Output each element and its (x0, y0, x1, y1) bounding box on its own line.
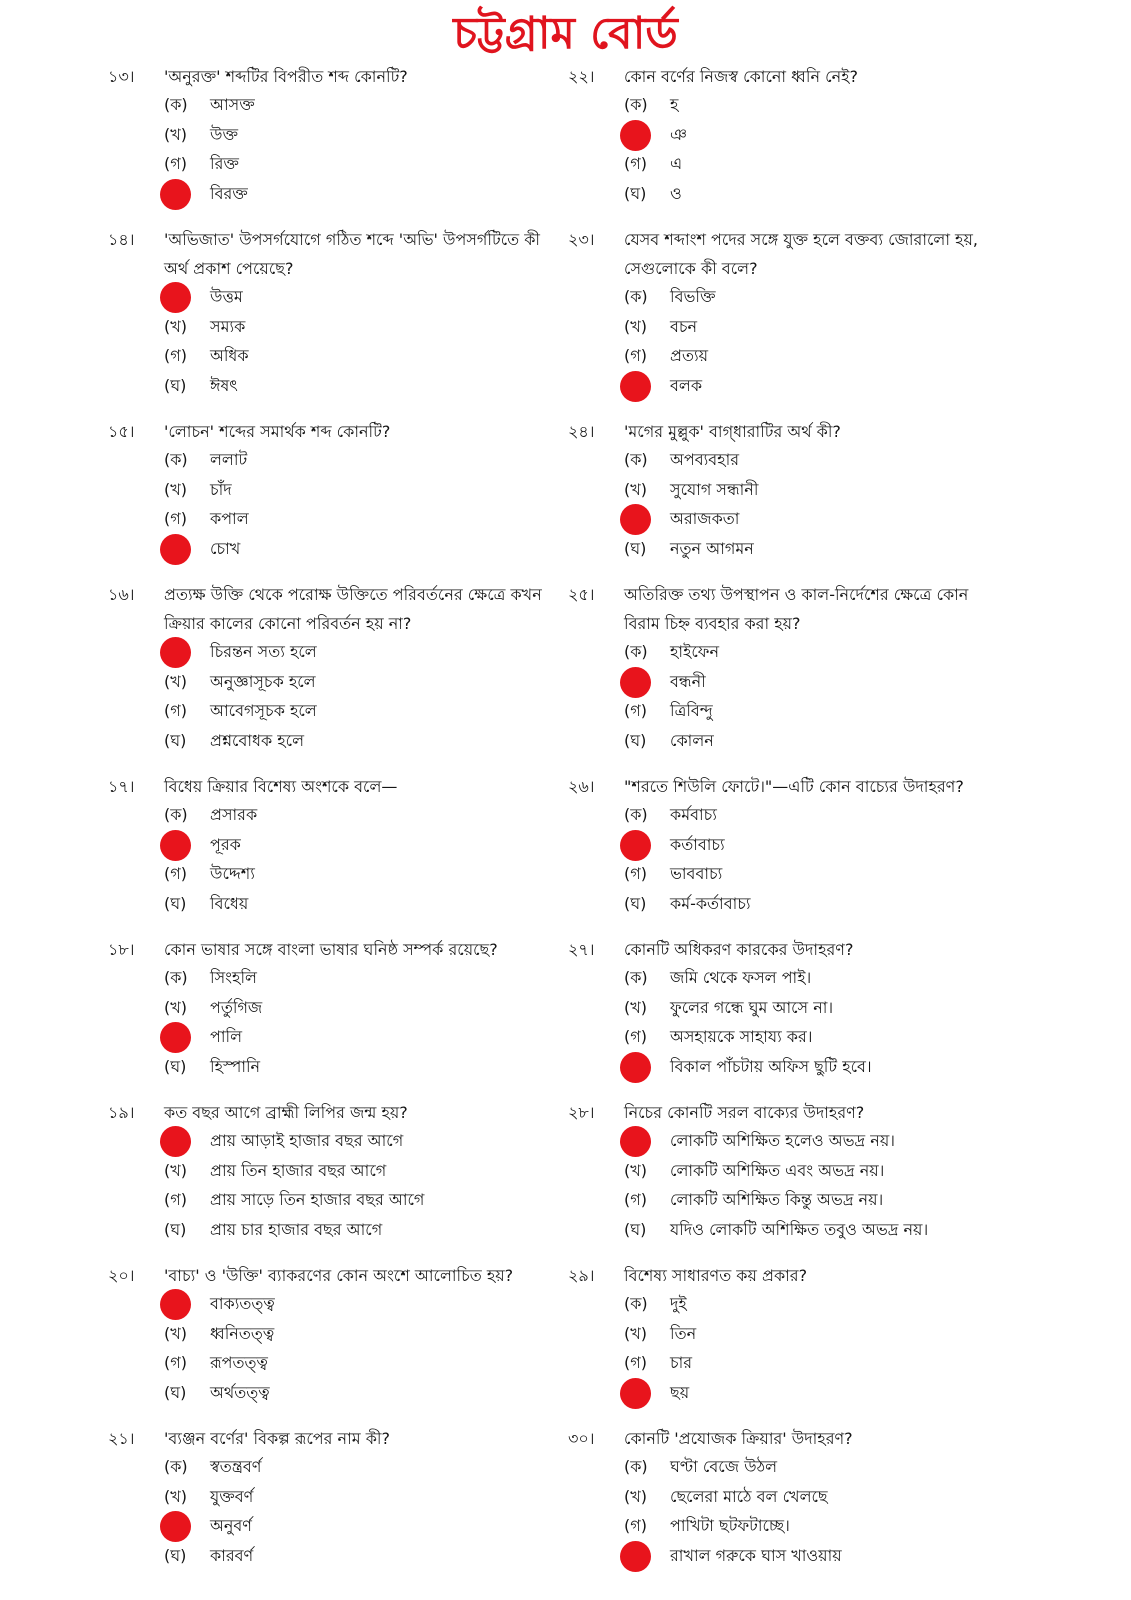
option-text: ঞ (670, 124, 687, 144)
option-label: (ঘ) (164, 1219, 187, 1239)
option-text: যুক্তবর্ণ (210, 1486, 254, 1506)
option-text: লোকটি অশিক্ষিত কিন্তু অভদ্র নয়। (670, 1190, 884, 1210)
option-correct (624, 831, 1008, 861)
option-label: (ঘ) (624, 1219, 647, 1239)
question-number: ১৪। (108, 230, 135, 249)
question-text: 'ব্যঞ্জন বর্ণের' বিকল্প রূপের নাম কী? (164, 1429, 390, 1448)
question-number: ১৯। (108, 1103, 135, 1122)
option-correct (164, 1127, 548, 1157)
question (568, 225, 1008, 401)
option (624, 964, 1008, 994)
option-text: পাখিটা ছটফটাচ্ছে। (670, 1516, 790, 1536)
question-number: ২৬। (568, 777, 595, 796)
option (624, 1186, 1008, 1216)
option-text: চিরন্তন সত্য হলে (210, 642, 317, 662)
option-label: (খ) (624, 1160, 647, 1180)
option-correct (164, 1023, 548, 1053)
option-label: (খ) (624, 479, 647, 499)
option-text: ঈষৎ (210, 375, 238, 395)
question (108, 62, 548, 209)
option-text: ভাববাচ্য (670, 864, 723, 884)
option-label: (গ) (164, 154, 187, 174)
question-text: "শরতে শিউলি ফোটে।"—এটি কোন বাচ্যের উদাহরণ? (624, 777, 964, 796)
answer-marker-dot (160, 830, 191, 861)
option (624, 342, 1008, 372)
option-text: জমি থেকে ফসল পাই। (670, 968, 812, 988)
option (624, 283, 1008, 313)
option (624, 1157, 1008, 1187)
option (164, 476, 548, 506)
option (624, 1320, 1008, 1350)
question (108, 1424, 548, 1571)
question-text: 'অভিজাত' উপসর্গযোগে গঠিত শব্দে 'অভি' উপসর্গটিতে কী অর্থ প্রকাশ পেয়েছে? (164, 230, 540, 278)
option-text: কোলন (670, 730, 714, 750)
question (568, 580, 1008, 756)
option-label: (ক) (164, 1457, 188, 1477)
option-correct (164, 180, 548, 210)
option-text: অর্থতত্ত্ব (210, 1382, 270, 1402)
page-title: চট্টগ্রাম বোর্ড (453, 8, 678, 59)
option-label: (ঘ) (624, 183, 647, 203)
question (568, 1261, 1008, 1408)
question-number: ৩০। (568, 1429, 595, 1448)
question-number: ২৩। (568, 230, 595, 249)
option (164, 964, 548, 994)
option (164, 1349, 548, 1379)
option-correct (624, 505, 1008, 535)
option (164, 890, 548, 920)
answer-marker-dot (160, 282, 191, 313)
option (164, 697, 548, 727)
option-label: (খ) (164, 1486, 187, 1506)
option-label: (ক) (624, 968, 648, 988)
option-label: (ক) (624, 642, 648, 662)
question (108, 772, 548, 919)
option (164, 801, 548, 831)
option-label: (খ) (624, 997, 647, 1017)
option-text: লোকটি অশিক্ষিত এবং অভদ্র নয়। (670, 1160, 885, 1180)
option-text: প্রায় আড়াই হাজার বছর আগে (210, 1131, 404, 1151)
option (624, 1349, 1008, 1379)
option (624, 446, 1008, 476)
question (568, 62, 1008, 209)
left-column (108, 62, 548, 1571)
answer-marker-dot (620, 1126, 651, 1157)
option-text: ফুলের গন্ধে ঘুম আসে না। (670, 997, 834, 1017)
answer-marker-dot (620, 1052, 651, 1083)
option-text: হিস্পানি (210, 1056, 261, 1076)
option-text: আসক্ত (210, 95, 255, 115)
option (164, 1453, 548, 1483)
option-correct (164, 638, 548, 668)
question-text: অতিরিক্ত তথ্য উপস্থাপন ও কাল-নির্দেশের ক্ষেত্রে কোন বিরাম চিহ্ন ব্যবহার করা হয়? (624, 585, 969, 633)
question-text: 'অনুরক্ত' শব্দটির বিপরীত শব্দ কোনটি? (164, 67, 408, 86)
option-label: (গ) (164, 864, 187, 884)
option (624, 697, 1008, 727)
option (624, 1483, 1008, 1513)
option-label: (গ) (164, 1190, 187, 1210)
option (624, 180, 1008, 210)
question-text: যেসব শব্দাংশ পদের সঙ্গে যুক্ত হলে বক্তব্য জোরালো হয়, সেগুলোকে কী বলে? (624, 230, 978, 278)
option-text: প্রত্যয় (670, 346, 709, 366)
option-label: (খ) (164, 124, 187, 144)
option-text: লোকটি অশিক্ষিত হলেও অভদ্র নয়। (670, 1131, 895, 1151)
answer-marker-dot (160, 534, 191, 565)
option-text: ছেলেরা মাঠে বল খেলছে (670, 1486, 828, 1506)
option (164, 1379, 548, 1409)
option (624, 860, 1008, 890)
option-text: ত্রিবিন্দু (670, 701, 713, 721)
option (164, 342, 548, 372)
option-text: অরাজকতা (670, 509, 740, 529)
question-number: ১৭। (108, 777, 135, 796)
question-number: ২৯। (568, 1266, 595, 1285)
option (164, 91, 548, 121)
option (624, 994, 1008, 1024)
option (164, 1483, 548, 1513)
option-label: (ঘ) (164, 730, 187, 750)
option (624, 535, 1008, 565)
question-number: ২৪। (568, 422, 595, 441)
question-text: কোনটি অধিকরণ কারকের উদাহরণ? (624, 940, 854, 959)
option-text: ললাট (210, 450, 248, 470)
option-label: (খ) (624, 1323, 647, 1343)
option-text: বিকাল পাঁচটায় অফিস ছুটি হবে। (670, 1056, 872, 1076)
question (568, 935, 1008, 1082)
option-text: বাক্যতত্ত্ব (210, 1294, 275, 1314)
option (164, 668, 548, 698)
option (164, 372, 548, 402)
option-text: রাখাল গরুকে ঘাস খাওয়ায় (670, 1545, 842, 1565)
answer-marker-dot (160, 1126, 191, 1157)
option-text: সিংহলি (210, 968, 257, 988)
option-text: বিভক্তি (670, 287, 716, 307)
option (624, 1023, 1008, 1053)
option-label: (ক) (164, 95, 188, 115)
option-correct (624, 668, 1008, 698)
option-text: ও (670, 183, 682, 203)
option-correct (624, 1379, 1008, 1409)
option-label: (গ) (624, 1190, 647, 1210)
option-label: (ক) (624, 805, 648, 825)
option-correct (164, 1290, 548, 1320)
question-number: ২৫। (568, 585, 595, 604)
question-number: ২৭। (568, 940, 595, 959)
option-label: (ক) (624, 1457, 648, 1477)
option-text: রিক্ত (210, 154, 239, 174)
option-correct (624, 1542, 1008, 1572)
option-label: (খ) (164, 1323, 187, 1343)
answer-marker-dot (160, 179, 191, 210)
option-text: কারবর্ণ (210, 1545, 254, 1565)
option-text: হ (670, 95, 679, 115)
option-text: প্রায় তিন হাজার বছর আগে (210, 1160, 387, 1180)
option-text: এ (670, 154, 683, 174)
option (624, 801, 1008, 831)
option (624, 313, 1008, 343)
option-text: বচন (670, 316, 698, 336)
option-label: (খ) (164, 671, 187, 691)
option-text: তিন (670, 1323, 697, 1343)
question-number: ১৫। (108, 422, 135, 441)
option-text: প্রায় চার হাজার বছর আগে (210, 1219, 383, 1239)
option (164, 150, 548, 180)
option-text: কর্তাবাচ্য (670, 834, 725, 854)
option-correct (624, 1127, 1008, 1157)
option-label: (গ) (624, 1027, 647, 1047)
option-correct (164, 283, 548, 313)
option-label: (ঘ) (164, 1056, 187, 1076)
option-label: (গ) (164, 346, 187, 366)
option (164, 1216, 548, 1246)
question (108, 417, 548, 564)
question (108, 1261, 548, 1408)
option-label: (ঘ) (624, 730, 647, 750)
question (568, 1098, 1008, 1245)
option-label: (ঘ) (624, 893, 647, 913)
question-text: প্রত্যক্ষ উক্তি থেকে পরোক্ষ উক্তিতে পরিবর্তনের ক্ষেত্রে কখন ক্রিয়ার কালের কোনো পরিবর্তন হয় না? (164, 585, 542, 633)
option-text: উক্ত (210, 124, 239, 144)
option-label: (ঘ) (164, 1545, 187, 1565)
option-label: (খ) (624, 1486, 647, 1506)
option-text: দুই (670, 1294, 687, 1314)
option-label: (গ) (164, 701, 187, 721)
question-number: ১৩। (108, 67, 135, 86)
answer-marker-dot (620, 120, 651, 151)
option-label: (ক) (624, 287, 648, 307)
answer-marker-dot (160, 637, 191, 668)
question (568, 417, 1008, 564)
question-text: বিধেয় ক্রিয়ার বিশেষ্য অংশকে বলে— (164, 777, 398, 796)
option-text: নতুন আগমন (670, 538, 754, 558)
option-text: ছয় (670, 1382, 690, 1402)
option-label: (গ) (164, 509, 187, 529)
option-text: স্বতন্ত্রবর্ণ (210, 1457, 262, 1477)
option-label: (ঘ) (624, 538, 647, 558)
option-correct (624, 1053, 1008, 1083)
option-text: অনুবর্ণ (210, 1516, 252, 1536)
option-text: বিধেয় (210, 893, 249, 913)
answer-marker-dot (620, 371, 651, 402)
option-label: (ক) (624, 95, 648, 115)
option (164, 313, 548, 343)
option-text: চার (670, 1353, 693, 1373)
option (164, 1157, 548, 1187)
option (624, 1453, 1008, 1483)
option-label: (গ) (624, 864, 647, 884)
option-correct (624, 121, 1008, 151)
question-number: ২১। (108, 1429, 135, 1448)
option-label: (খ) (164, 316, 187, 336)
option-text: চোখ (210, 538, 241, 558)
option-text: প্রায় সাড়ে তিন হাজার বছর আগে (210, 1190, 425, 1210)
option-label: (ঘ) (164, 893, 187, 913)
option-text: বিরক্ত (210, 183, 248, 203)
option-text: সম্যক (210, 316, 246, 336)
option-text: অপব্যবহার (670, 450, 740, 470)
option-text: ঘণ্টা বেজে উঠল (670, 1457, 778, 1477)
option-correct (164, 831, 548, 861)
option-correct (164, 1512, 548, 1542)
question-text: নিচের কোনটি সরল বাক্যের উদাহরণ? (624, 1103, 865, 1122)
question-text: 'লোচন' শব্দের সমার্থক শব্দ কোনটি? (164, 422, 391, 441)
answer-marker-dot (620, 504, 651, 535)
option (164, 860, 548, 890)
option-text: যদিও লোকটি অশিক্ষিত তবুও অভদ্র নয়। (670, 1219, 929, 1239)
question-text: 'মগের মুল্লুক' বাগ্‌ধারাটির অর্থ কী? (624, 422, 841, 441)
option-label: (ক) (164, 968, 188, 988)
answer-marker-dot (620, 1378, 651, 1409)
option (624, 1216, 1008, 1246)
question-number: ২৮। (568, 1103, 595, 1122)
option-text: হাইফেন (670, 642, 720, 662)
right-column (568, 62, 1008, 1571)
option-text: পূরক (210, 834, 241, 854)
option-label: (গ) (624, 154, 647, 174)
option-label: (গ) (164, 1353, 187, 1373)
option-text: আবেগসূচক হলে (210, 701, 317, 721)
question-number: ১৬। (108, 585, 135, 604)
option (164, 994, 548, 1024)
option (164, 1186, 548, 1216)
option-text: কর্ম-কর্তাবাচ্য (670, 893, 751, 913)
option (164, 727, 548, 757)
option (164, 1320, 548, 1350)
option (624, 727, 1008, 757)
option (624, 476, 1008, 506)
question (108, 935, 548, 1082)
option-label: (ক) (624, 450, 648, 470)
option (164, 1053, 548, 1083)
option-correct (624, 372, 1008, 402)
option-text: কপাল (210, 509, 249, 529)
option-text: পর্তুগিজ (210, 997, 263, 1017)
question (108, 225, 548, 401)
question-text: বিশেষ্য সাধারণত কয় প্রকার? (624, 1266, 808, 1285)
answer-marker-dot (160, 1289, 191, 1320)
option-text: বন্ধনী (670, 671, 706, 691)
option-text: অধিক (210, 346, 249, 366)
option (164, 121, 548, 151)
option-text: প্রশ্নবোধক হলে (210, 730, 304, 750)
option-label: (গ) (624, 1516, 647, 1536)
option-label: (ঘ) (164, 1382, 187, 1402)
option-label: (ক) (164, 450, 188, 470)
question-text: কোনটি 'প্রযোজক ক্রিয়ার' উদাহরণ? (624, 1429, 853, 1448)
option-text: বলক (670, 375, 703, 395)
option-text: অসহায়কে সাহায্য কর। (670, 1027, 813, 1047)
answer-marker-dot (620, 830, 651, 861)
question-text: 'বাচ্য' ও 'উক্তি' ব্যাকরণের কোন অংশে আলোচিত হয়? (164, 1266, 514, 1285)
question (108, 1098, 548, 1245)
question-number: ১৮। (108, 940, 135, 959)
option-label: (গ) (624, 1353, 647, 1373)
question-number: ২০। (108, 1266, 135, 1285)
question (108, 580, 548, 756)
answer-marker-dot (620, 1541, 651, 1572)
question-text: কোন বর্ণের নিজস্ব কোনো ধ্বনি নেই? (624, 67, 858, 86)
answer-marker-dot (620, 667, 651, 698)
option-correct (164, 535, 548, 565)
question (568, 1424, 1008, 1571)
option (624, 150, 1008, 180)
option-text: সুযোগ সন্ধানী (670, 479, 759, 499)
option-label: (খ) (164, 997, 187, 1017)
option (164, 446, 548, 476)
answer-marker-dot (160, 1022, 191, 1053)
option (624, 1512, 1008, 1542)
option-text: প্রসারক (210, 805, 258, 825)
option-text: কর্মবাচ্য (670, 805, 717, 825)
option (624, 638, 1008, 668)
option-label: (ক) (164, 805, 188, 825)
question (568, 772, 1008, 919)
question-number: ২২। (568, 67, 595, 86)
option (624, 890, 1008, 920)
option-label: (ঘ) (164, 375, 187, 395)
option-text: চাঁদ (210, 479, 232, 499)
question-text: কোন ভাষার সঙ্গে বাংলা ভাষার ঘনিষ্ঠ সম্পর্ক রয়েছে? (164, 940, 498, 959)
option-text: অনুজ্ঞাসূচক হলে (210, 671, 316, 691)
option (164, 1542, 548, 1572)
option-label: (গ) (624, 701, 647, 721)
option-label: (ক) (624, 1294, 648, 1314)
option-label: (গ) (624, 346, 647, 366)
option-label: (খ) (164, 1160, 187, 1180)
option (164, 505, 548, 535)
option-text: রূপতত্ত্ব (210, 1353, 268, 1373)
question-text: কত বছর আগে ব্রাহ্মী লিপির জন্ম হয়? (164, 1103, 408, 1122)
option-label: (খ) (624, 316, 647, 336)
option-text: পালি (210, 1027, 243, 1047)
option-text: উদ্দেশ্য (210, 864, 255, 884)
option (624, 91, 1008, 121)
answer-marker-dot (160, 1511, 191, 1542)
option (624, 1290, 1008, 1320)
option-text: ধ্বনিতত্ত্ব (210, 1323, 275, 1343)
option-label: (খ) (164, 479, 187, 499)
option-text: উত্তম (210, 287, 243, 307)
